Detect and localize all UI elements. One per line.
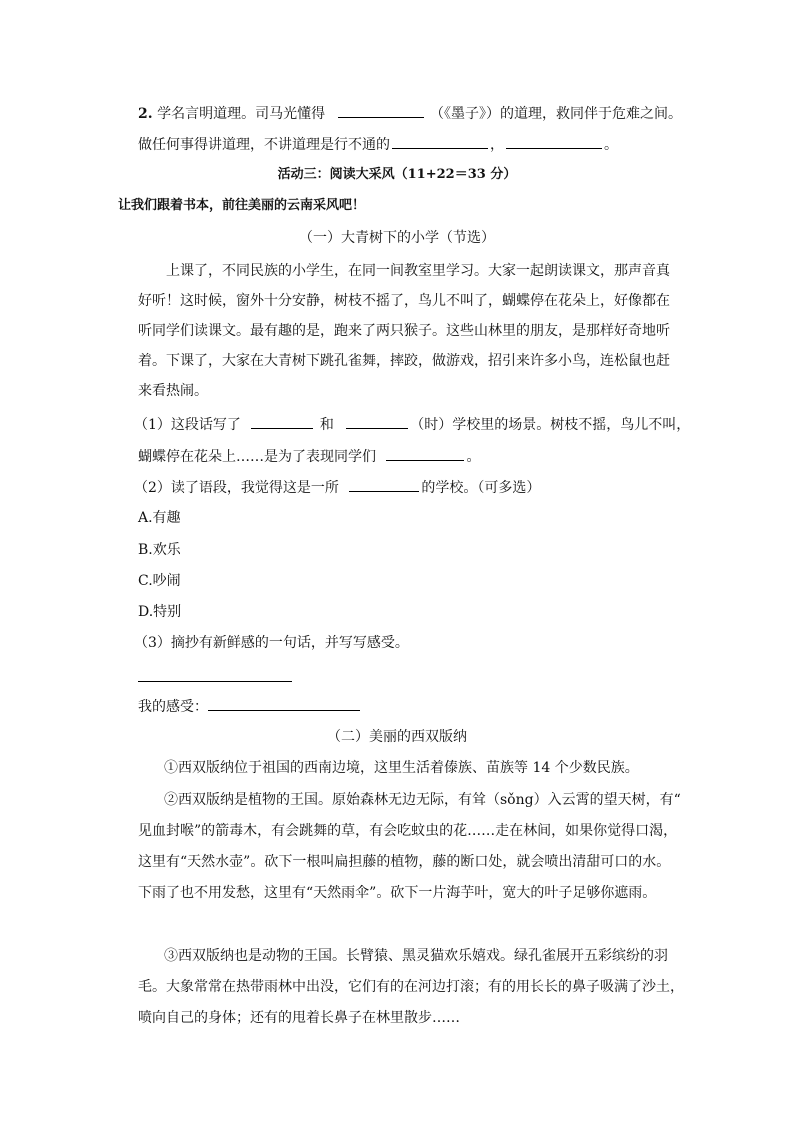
q1-blank-1[interactable] (251, 414, 313, 429)
q1-text-e: 。 (466, 449, 481, 465)
passage2-para-2-line: ②西双版纳是植物的王国。原始森林无边无际，有耸（sǒng）入云霄的望天树，有“ (164, 792, 681, 808)
q2-period: 。 (604, 137, 618, 153)
q3-feel-blank[interactable] (208, 696, 360, 711)
q2-number: 2. (138, 106, 153, 122)
q3-feel-line (138, 696, 362, 717)
option-c[interactable]: C.吵闹 (138, 573, 181, 589)
option-d[interactable]: D.特别 (138, 604, 182, 620)
option-a[interactable]: A.有趣 (138, 510, 181, 526)
q3-text: （3）摘抄有新鲜感的一句话，并写写感受。 (134, 635, 409, 651)
passage2-title: （二）美丽的西双版纳 (327, 729, 467, 745)
q2-text-c: 做任何事得讲道理，不讲道理是行不通的 (138, 137, 390, 153)
passage1-line: 来看热闹。 (138, 383, 208, 399)
q2-line-1 (138, 103, 682, 124)
passage2-para-1: ①西双版纳位于祖国的西南边境，这里生活着傣族、苗族等 14 个少数民族。 (164, 760, 639, 776)
q1-line-2 (138, 446, 480, 467)
q3-answer-line[interactable] (138, 681, 292, 682)
q1-text-c: （时）学校里的场景。树枝不摇，鸟儿不叫， (410, 417, 691, 433)
passage1-title: （一）大青树下的小学（节选） (299, 230, 495, 246)
q2-blank-1[interactable] (338, 103, 424, 118)
q1-blank-2[interactable] (346, 414, 408, 429)
q1-text-a: （1）这段话写了 (134, 417, 241, 433)
q1-text-d: 蝴蝶停在花朵上……是为了表现同学们 (138, 449, 376, 465)
passage2-para-3-line: ③西双版纳也是动物的王国。长臂猿、黑灵猫欢乐嬉戏。绿孔雀展开五彩缤纷的羽 (164, 948, 668, 964)
activity-title: 活动三：阅读大采风（11+22＝33 分） (277, 167, 517, 182)
q2b-line (134, 477, 540, 498)
passage2-para-2-line: 下雨了也不用发愁，这里有“天然雨伞”。砍下一片海芋叶，宽大的叶子足够你遮雨。 (138, 885, 657, 901)
q3-feel-label: 我的感受： (138, 699, 208, 715)
activity-intro: 让我们跟着书本，前往美丽的云南采风吧！ (118, 198, 366, 213)
q2-comma: ， (490, 137, 504, 153)
q2-text-b: （《墨子》）的道理，救同伴于危难之间。 (429, 106, 682, 122)
passage2-para-2-line: 见血封喉”的箭毒木，有会跳舞的草，有会吃蚊虫的花……走在林间，如果你觉得口渴， (138, 823, 678, 839)
passage1-line: 上课了，不同民族的小学生，在同一间教室里学习。大家一起朗读课文，那声音真 (166, 263, 670, 279)
q1-line-1 (134, 414, 690, 435)
q1-text-b: 和 (319, 417, 334, 433)
q2-blank-3[interactable] (506, 134, 602, 149)
q2-blank-2[interactable] (392, 134, 488, 149)
passage1-line: 着。下课了，大家在大青树下跳孔雀舞，摔跤，做游戏，招引来许多小鸟，连松鼠也赶 (138, 353, 670, 369)
q2b-text-a: （2）读了语段，我觉得这是一所 (134, 480, 339, 496)
passage2-para-2-line: 这里有“天然水壶”。砍下一根叫扁担藤的植物，藤的断口处，就会喷出清甜可口的水。 (138, 854, 671, 870)
passage2-para-3-line: 喷向自己的身体；还有的甩着长鼻子在林里散步…… (138, 1010, 460, 1026)
q2b-text-b: 的学校。（可多选） (421, 480, 541, 496)
q2b-blank[interactable] (349, 477, 419, 492)
passage1-line: 好听！这时候，窗外十分安静，树枝不摇了，鸟儿不叫了，蝴蝶停在花朵上，好像都在 (138, 293, 670, 309)
option-b[interactable]: B.欢乐 (138, 542, 181, 558)
passage2-para-3-line: 毛。大象常常在热带雨林中出没，它们有的在河边打滚；有的用长长的鼻子吸满了沙土， (138, 979, 684, 995)
q2-text-a: 学名言明道理。司马光懂得 (157, 106, 326, 122)
q1-blank-3[interactable] (386, 446, 464, 461)
q2-line-2 (138, 134, 618, 155)
passage1-line: 听同学们读课文。最有趣的是，跑来了两只猴子。这些山林里的朋友，是那样好奇地听 (138, 323, 670, 339)
